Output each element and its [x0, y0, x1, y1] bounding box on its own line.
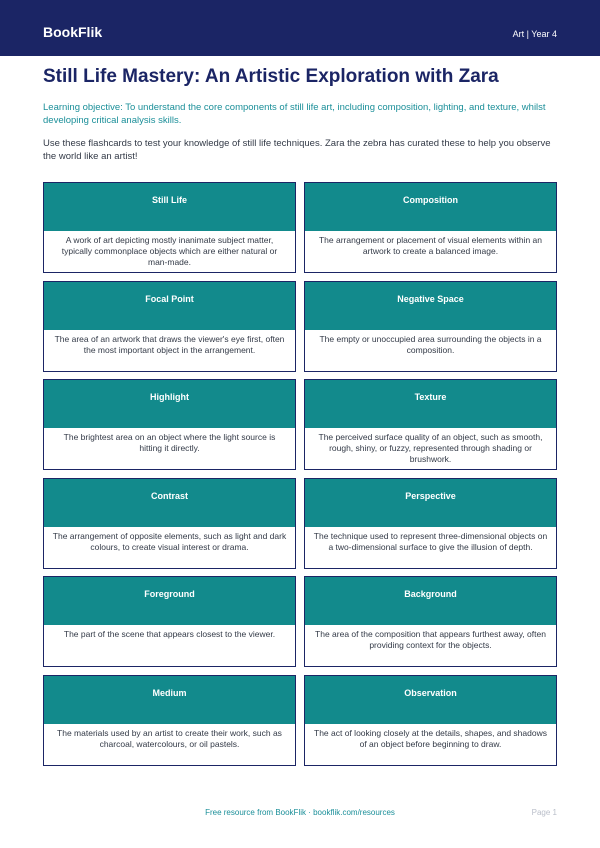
flashcard-definition — [313, 232, 548, 268]
flashcard-definition — [52, 528, 287, 564]
flashcard-header — [44, 282, 295, 330]
definition-text: The part of the scene that appears closest to the viewer. — [63, 629, 276, 640]
definition-text: The arrangement of opposite elements, such as light and dark colours, to create visual interest or drama. — [52, 530, 287, 552]
definition-text: The area of the composition that appears furthest away, often providing context for the objects. — [315, 629, 546, 651]
subject-year: Art | Year 4 — [512, 29, 557, 39]
flashcard-header — [305, 479, 556, 527]
definition-text: The empty or unoccupied area surrounding the objects in a composition. — [319, 333, 542, 355]
flashcard-header — [305, 380, 556, 428]
flashcard-definition — [52, 232, 287, 268]
flashcard[interactable] — [304, 281, 557, 372]
flashcard-term: Observation — [404, 687, 457, 698]
flashcard-grid — [43, 182, 557, 766]
flashcard-term: Perspective — [405, 490, 456, 501]
definition-text: The act of looking closely at the details, shapes, and shadows of an object before beginning to draw. — [314, 727, 547, 749]
flashcard[interactable] — [43, 379, 296, 470]
flashcard-term: Still Life — [151, 195, 187, 205]
flashcard[interactable] — [304, 478, 557, 569]
flashcard-header — [305, 282, 556, 330]
flashcard-header — [305, 577, 556, 625]
flashcard-term: Focal Point — [145, 293, 194, 304]
definition-text: The materials used by an artist to create their work, such as charcoal, watercolours, or oil pastels. — [57, 727, 282, 749]
flashcard-term: Negative Space — [397, 293, 464, 304]
flashcard-definition — [52, 626, 287, 662]
flashcard[interactable] — [304, 379, 557, 470]
page-number: Page 1 — [531, 808, 557, 817]
flashcard-term: Composition — [403, 195, 458, 205]
flashcard-definition — [52, 331, 287, 367]
definition-text: The perceived surface quality of an object, such as smooth, rough, shiny, or fuzzy, represented through shading or brushwork. — [318, 432, 543, 465]
flashcard-header — [44, 676, 295, 724]
flashcard-header — [44, 577, 295, 625]
definition-text: The technique used to represent three-dimensional objects on a two-dimensional surface to give the illusion of depth. — [313, 530, 548, 552]
flashcard[interactable] — [43, 281, 296, 372]
flashcard-header — [44, 380, 295, 428]
flashcard-term: Foreground — [144, 589, 195, 600]
learning-objective: Learning objective: To understand the core components of still life art, including composition, lighting, and texture, whilst developing critical analysis skills. — [43, 102, 546, 126]
flashcard[interactable] — [304, 576, 557, 667]
flashcard-definition — [313, 626, 548, 662]
flashcard-term: Highlight — [150, 392, 189, 403]
flashcard-header — [44, 183, 295, 231]
brand-logo[interactable]: BookFlik — [43, 24, 103, 40]
flashcard-header — [305, 183, 556, 231]
flashcard[interactable] — [43, 576, 296, 667]
page-title: Still Life Mastery: An Artistic Exploration with Zara — [43, 66, 499, 87]
intro-text: Use these flashcards to test your knowledge of still life techniques. Zara the zebra has curated these to help you observe the world like an artist! — [43, 138, 551, 162]
header-bar — [0, 0, 600, 56]
flashcard-definition — [313, 725, 548, 761]
definition-text: The area of an artwork that draws the viewer's eye first, often the most important object in the arrangement. — [54, 333, 285, 355]
flashcard[interactable] — [43, 478, 296, 569]
flashcard[interactable] — [43, 182, 296, 273]
flashcard[interactable] — [304, 182, 557, 273]
flashcard-definition — [313, 429, 548, 465]
flashcard-definition — [313, 528, 548, 564]
flashcard-definition — [52, 725, 287, 761]
flashcard-header — [44, 479, 295, 527]
definition-text: A work of art depicting mostly inanimate subject matter, typically commonplace objects which are either natural or man-made. — [61, 235, 278, 267]
flashcard[interactable] — [304, 675, 557, 766]
flashcard[interactable] — [43, 675, 296, 766]
definition-text: The arrangement or placement of visual elements within an artwork to create a balanced image. — [318, 235, 542, 256]
flashcard-term: Medium — [152, 687, 187, 698]
definition-text: The brightest area on an object where the light source is hitting it directly. — [63, 432, 276, 454]
flashcard-definition — [313, 331, 548, 367]
flashcard-term: Background — [404, 589, 457, 600]
flashcard-term: Texture — [414, 392, 447, 403]
flashcard-definition — [52, 429, 287, 465]
flashcard-header — [305, 676, 556, 724]
footer-resource-link[interactable]: Free resource from BookFlik · bookflik.com/resources — [205, 808, 395, 817]
flashcard-term: Contrast — [150, 490, 188, 501]
